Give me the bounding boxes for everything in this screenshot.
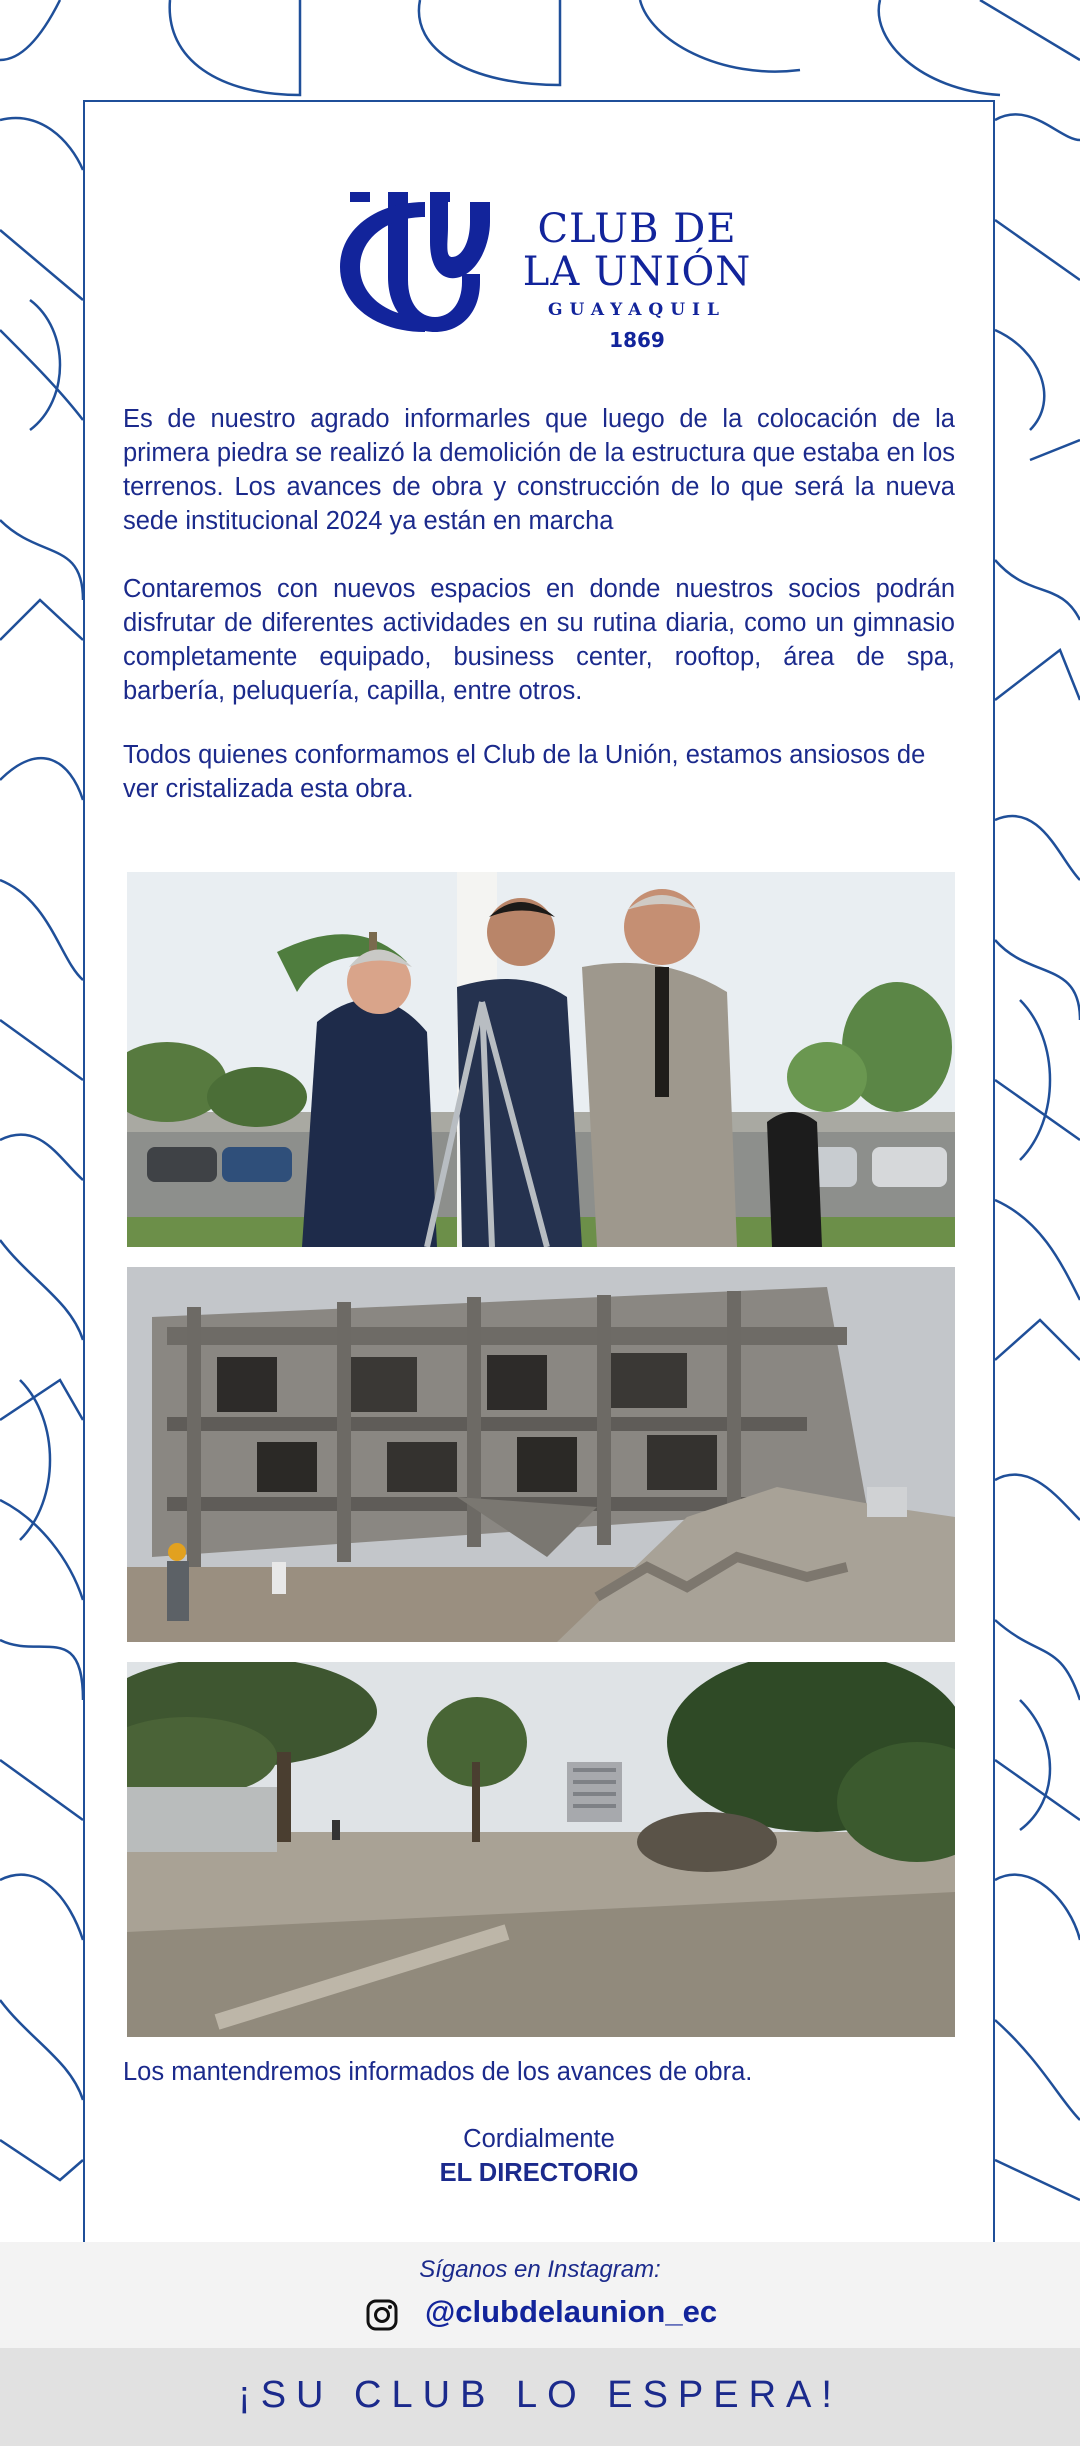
greeting-text: Cordialmente xyxy=(463,2125,615,2153)
club-year: 1869 xyxy=(609,328,665,352)
instagram-banner xyxy=(0,2242,1080,2348)
instagram-handle-link[interactable]: @clubdelaunion_ec xyxy=(425,2294,718,2329)
club-logo xyxy=(330,182,760,362)
closing-line: Los mantendremos informados de los avances de obra. xyxy=(123,2058,753,2086)
signature-text: EL DIRECTORIO xyxy=(439,2159,639,2187)
photo-cleared-land xyxy=(127,1662,955,2037)
anticipation-paragraph: Todos quienes conformamos el Club de la Unión, estamos ansiosos de ver cristalizada esta obra. xyxy=(123,741,926,803)
club-name-line2: LA UNIÓN xyxy=(522,249,752,295)
club-monogram-icon xyxy=(330,182,500,347)
club-city: GUAYAQUIL xyxy=(548,300,726,320)
photo-first-stone-ceremony xyxy=(127,872,955,1247)
footer-slogan: ¡SU CLUB LO ESPERA! xyxy=(238,2374,842,2416)
photo-building-demolition xyxy=(127,1267,955,1642)
instagram-follow-label: Síganos en Instagram: xyxy=(419,2256,661,2283)
instagram-icon[interactable] xyxy=(365,2298,399,2332)
facilities-paragraph: Contaremos con nuevos espacios en donde nuestros socios podrán disfrutar de diferentes actividades en su rutina diaria, como un gimnasio completamente equipado, business center, rooftop, área de spa, barbería, peluquería, capilla, entre otros. xyxy=(123,575,955,705)
club-name xyxy=(522,208,752,294)
announcement-card xyxy=(83,100,995,2242)
footer-banner xyxy=(0,2348,1080,2446)
intro-paragraph: Es de nuestro agrado informarles que luego de la colocación de la primera piedra se realizó la demolición de la estructura que estaba en los terrenos. Los avances de obra y construcción de lo que será la nueva sede institucional 2024 ya están en marcha xyxy=(123,405,955,535)
club-name-line1: CLUB DE xyxy=(537,206,737,252)
